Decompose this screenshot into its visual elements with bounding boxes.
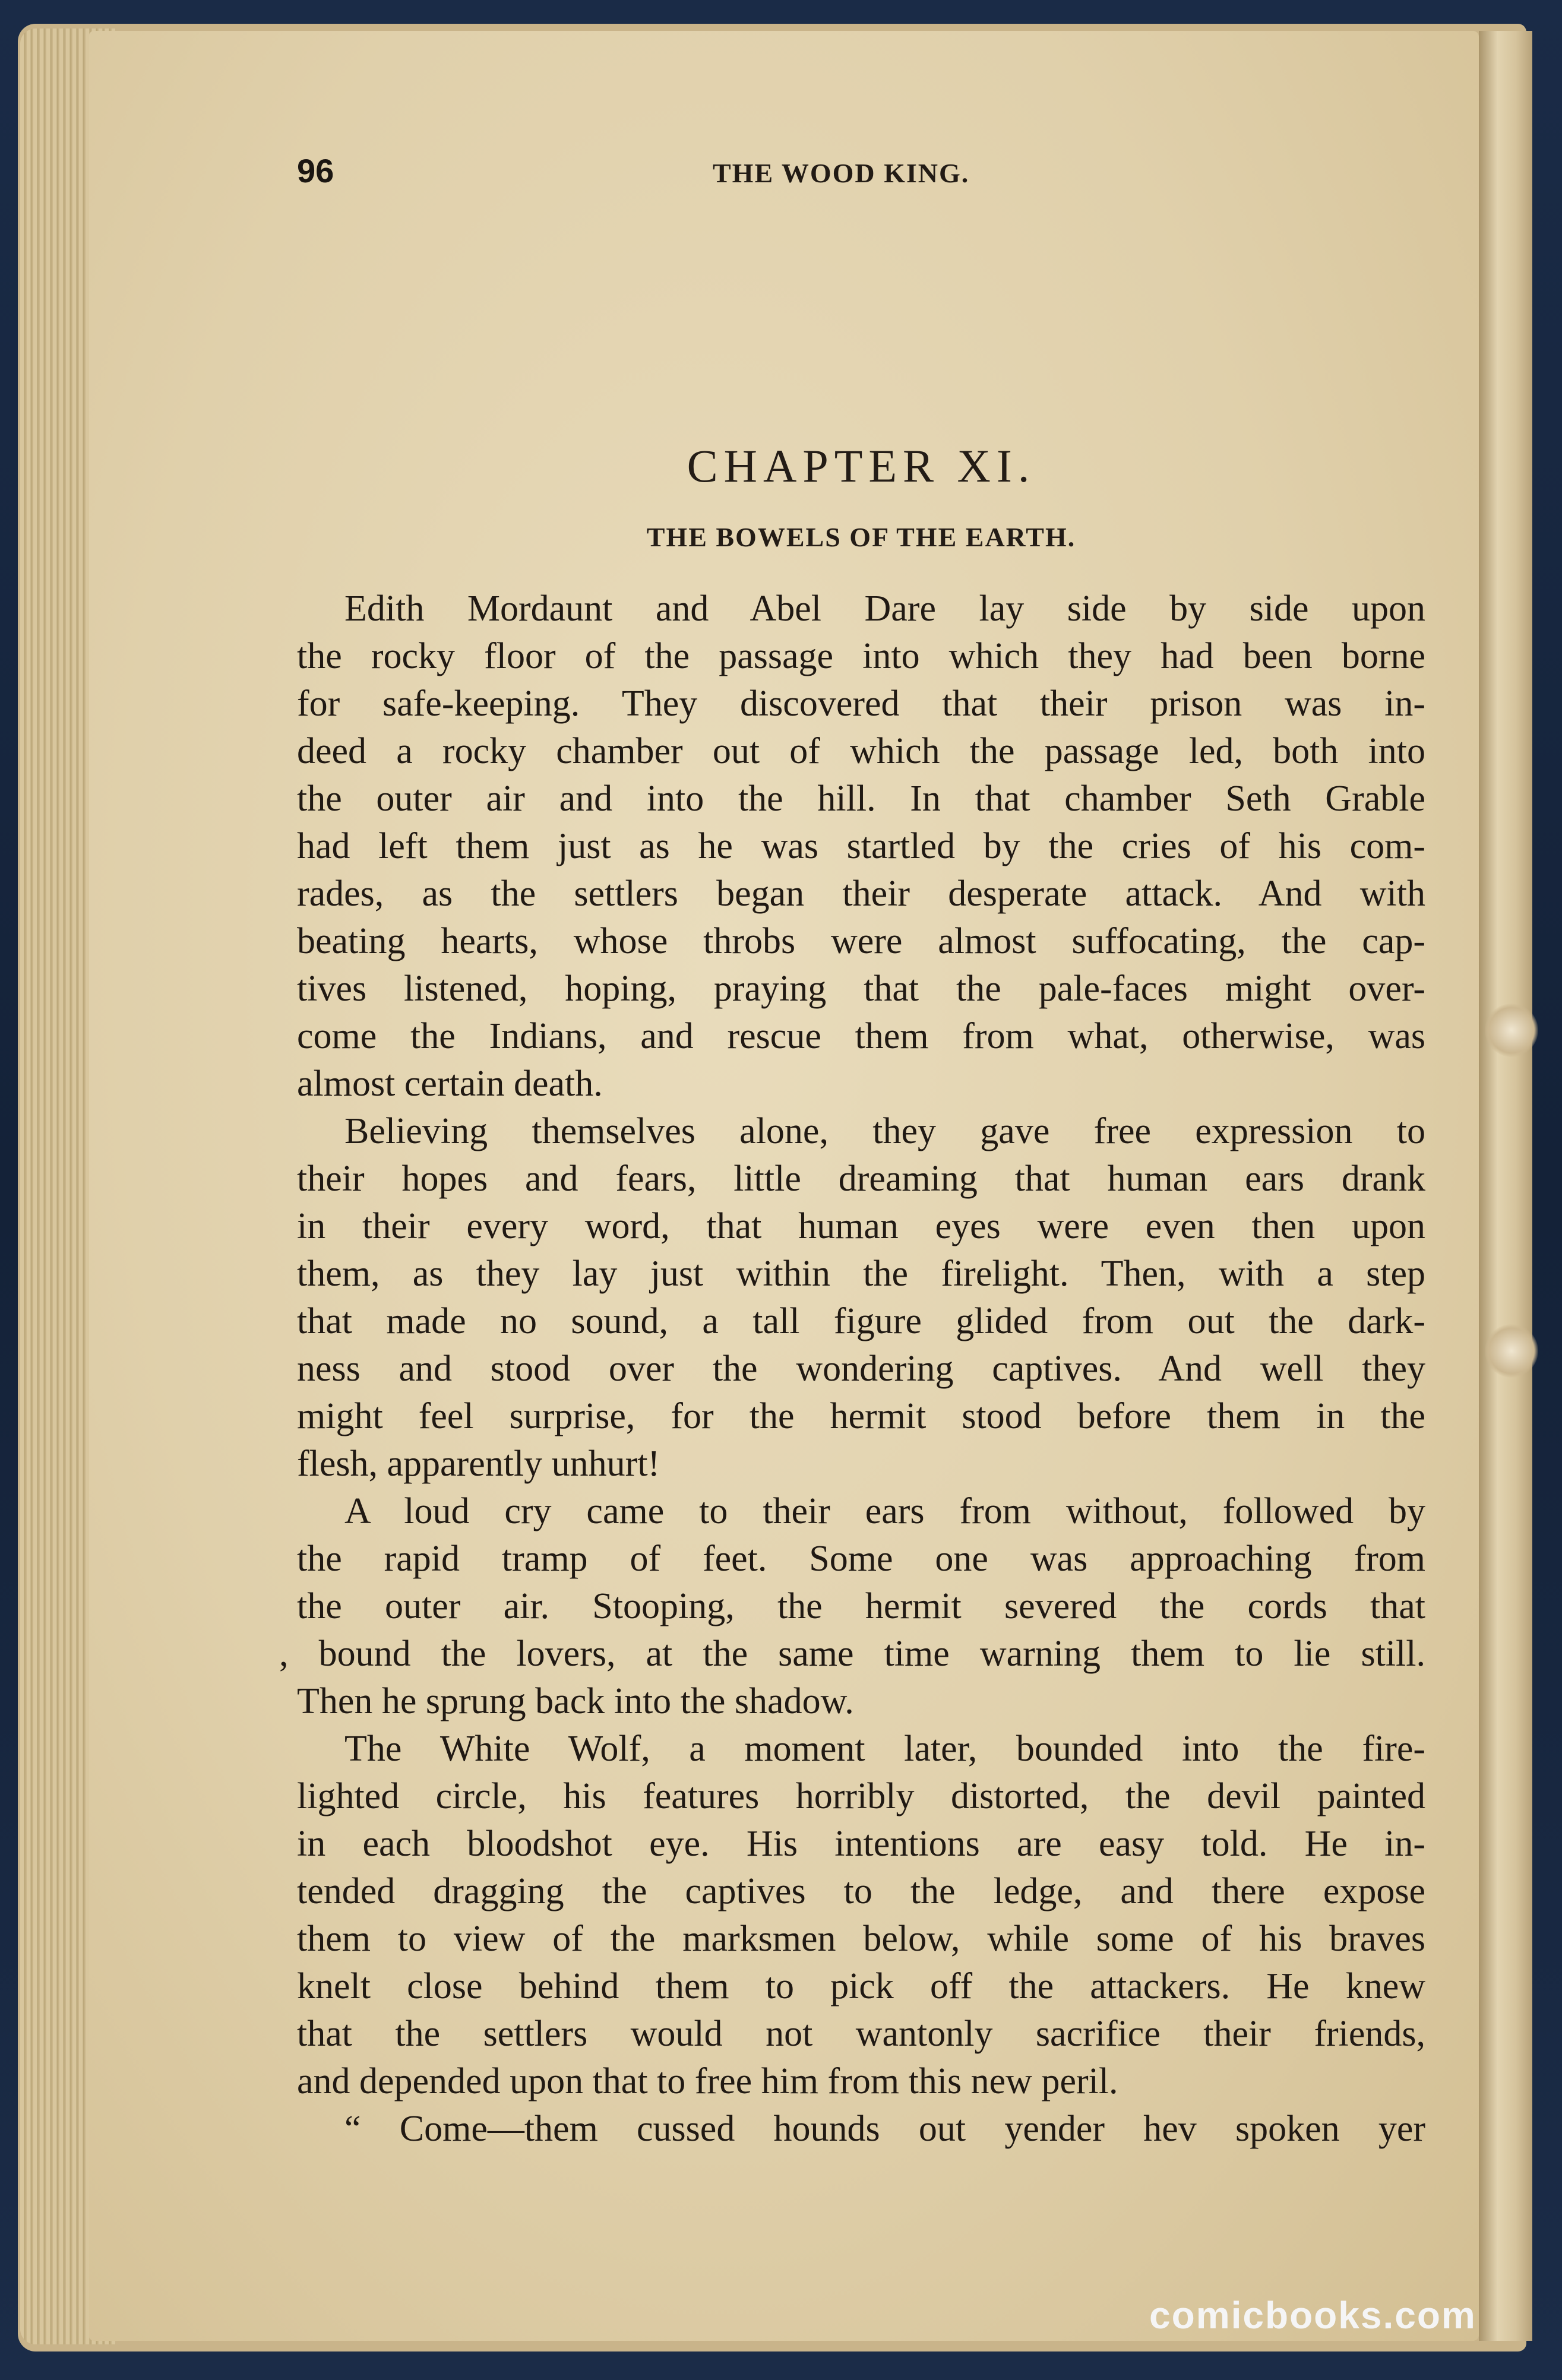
text-line: A loud cry came to their ears from without, followed by xyxy=(344,1491,1425,1531)
text-line: Believing themselves alone, they gave free expression to xyxy=(344,1111,1425,1151)
text-line: them to view of the marksmen below, while some of his braves xyxy=(297,1919,1425,1959)
text-line: their hopes and fears, little dreaming that human ears drank xyxy=(297,1159,1425,1199)
chapter-subtitle: THE BOWELS OF THE EARTH. xyxy=(646,522,1076,552)
body-text xyxy=(279,585,1425,2153)
page-header xyxy=(297,151,1425,199)
text-line: for safe-keeping. They discovered that their prison was in- xyxy=(297,683,1425,724)
text-line: and depended upon that to free him from this new peril. xyxy=(297,2061,1118,2102)
binding-stitch-hole xyxy=(1485,1324,1538,1378)
text-line: tended dragging the captives to the ledge, and there expose xyxy=(297,1871,1425,1911)
running-head: THE WOOD KING. xyxy=(713,158,970,188)
text-line: tives listened, hoping, praying that the pale-faces might over- xyxy=(297,969,1425,1009)
text-line: come the Indians, and rescue them from what, otherwise, was xyxy=(297,1016,1425,1056)
text-line: lighted circle, his features horribly distorted, the devil painted xyxy=(297,1776,1425,1816)
text-line: in their every word, that human eyes were even then upon xyxy=(297,1206,1425,1246)
text-line: flesh, apparently unhurt! xyxy=(297,1444,660,1484)
text-line: almost certain death. xyxy=(297,1064,603,1104)
text-line: the outer air. Stooping, the hermit severed the cords that xyxy=(297,1586,1425,1626)
text-line: might feel surprise, for the hermit stood before them in the xyxy=(297,1396,1425,1436)
text-line: Then he sprung back into the shadow. xyxy=(297,1681,854,1721)
binding-stitch-hole xyxy=(1485,1004,1538,1057)
text-line: that the settlers would not wantonly sacrifice their friends, xyxy=(297,2014,1425,2054)
text-line: knelt close behind them to pick off the attackers. He knew xyxy=(297,1966,1425,2006)
text-line: in each bloodshot eye. His intentions are easy told. He in- xyxy=(297,1824,1425,1864)
text-line: the rocky floor of the passage into which they had been borne xyxy=(297,636,1425,676)
watermark: comicbooks.com xyxy=(1149,2294,1476,2337)
text-line: , bound the lovers, at the same time warning them to lie still. xyxy=(279,1634,1425,1674)
text-line: that made no sound, a tall figure glided from out the dark- xyxy=(297,1301,1425,1341)
text-line: had left them just as he was startled by the cries of his com- xyxy=(297,826,1425,866)
page-number: 96 xyxy=(297,152,334,189)
text-line: the outer air and into the hill. In that chamber Seth Grable xyxy=(297,778,1425,819)
chapter-title: CHAPTER XI. xyxy=(687,440,1036,492)
text-line: The White Wolf, a moment later, bounded into the fire- xyxy=(344,1729,1425,1769)
text-line: the rapid tramp of feet. Some one was approaching from xyxy=(297,1539,1425,1579)
text-line: rades, as the settlers began their desperate attack. And with xyxy=(297,873,1425,914)
text-line: deed a rocky chamber out of which the passage led, both into xyxy=(297,731,1425,771)
book-gutter xyxy=(1479,31,1532,2341)
text-line: Edith Mordaunt and Abel Dare lay side by side upon xyxy=(344,588,1425,629)
text-line: ness and stood over the wondering captives. And well they xyxy=(297,1349,1425,1389)
text-line: them, as they lay just within the firelight. Then, with a step xyxy=(297,1254,1425,1294)
text-line: “ Come—them cussed hounds out yender hev spoken yer xyxy=(344,2109,1425,2149)
text-line: beating hearts, whose throbs were almost suffocating, the cap- xyxy=(297,921,1425,961)
